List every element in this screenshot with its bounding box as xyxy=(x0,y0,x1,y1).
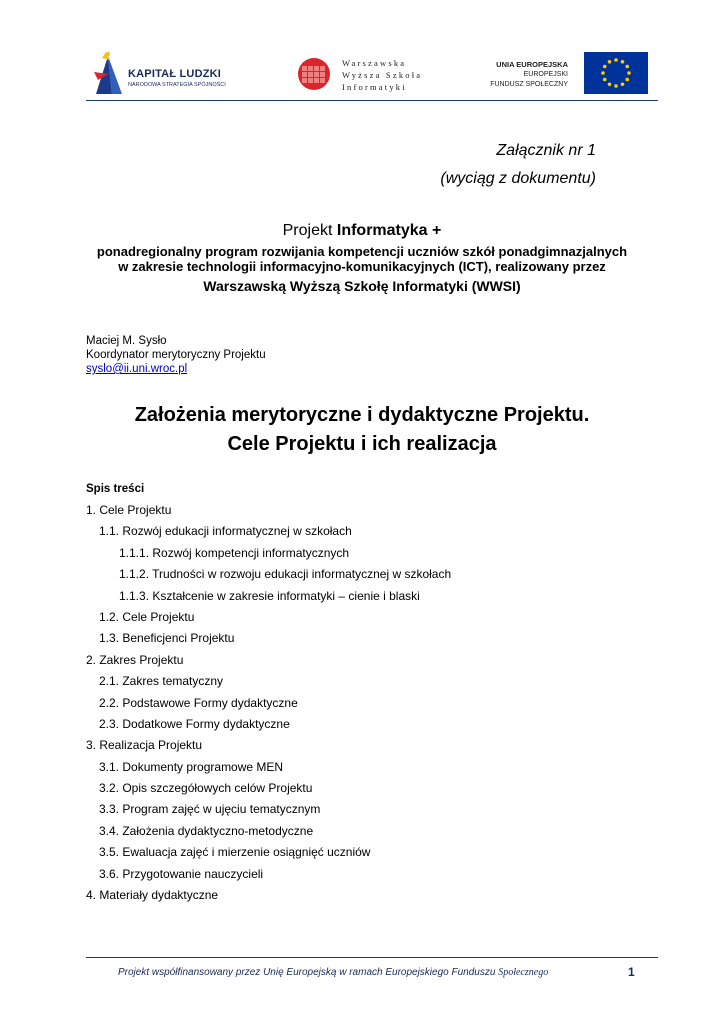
author-email-link[interactable]: syslo@ii.uni.wroc.pl xyxy=(86,363,188,375)
eu-logo xyxy=(482,52,658,96)
author-block xyxy=(86,334,266,376)
eu-star-icon xyxy=(601,71,605,75)
footer-funding-text-end: Społecznego xyxy=(498,967,549,978)
annex-note: (wyciąg z dokumentu) xyxy=(440,170,596,187)
kapital-ludzki-title: KAPITAŁ LUDZKI xyxy=(128,68,222,80)
wwsi-line-1: Warszawska xyxy=(342,58,407,68)
toc-item: 1.1. Rozwój edukacji informatycznej w szkołach xyxy=(99,524,352,539)
wwsi-line-3: Informatyki xyxy=(342,82,407,92)
eu-flag-icon xyxy=(584,52,648,94)
document-title-line-1: Założenia merytoryczne i dydaktyczne Projektu. xyxy=(134,404,590,426)
eu-star-icon xyxy=(625,65,629,69)
kapital-ludzki-logo xyxy=(92,50,232,94)
eu-star-icon xyxy=(608,82,612,86)
project-prefix: Projekt xyxy=(282,222,337,239)
project-subtitle-line-2: w zakresie technologii informacyjno-komunikacyjnych (ICT), realizowany przez xyxy=(118,259,606,274)
project-name: Informatyka + xyxy=(336,222,442,239)
wwsi-logo xyxy=(296,54,436,94)
footer-text xyxy=(118,967,548,978)
project-organization: Warszawską Wyższą Szkołę Informatyki (WWSI) xyxy=(203,278,521,294)
document-title-line-2: Cele Projektu i ich realizacja xyxy=(227,433,497,455)
toc-item: 3.4. Założenia dydaktyczno-metodyczne xyxy=(99,823,314,838)
annex-label: Załącznik nr 1 xyxy=(496,142,596,159)
eu-star-icon xyxy=(608,60,612,64)
toc-item: 2. Zakres Projektu xyxy=(86,652,184,667)
kapital-ludzki-star-icon xyxy=(92,50,126,94)
eu-star-icon xyxy=(603,65,607,69)
toc-item: 1.2. Cele Projektu xyxy=(99,609,195,624)
toc-item: 3.1. Dokumenty programowe MEN xyxy=(99,759,284,774)
toc-item: 2.2. Podstawowe Formy dydaktyczne xyxy=(99,695,298,710)
project-subtitle xyxy=(60,244,664,274)
toc-item: 3.3. Program zajęć w ujęciu tematycznym xyxy=(99,802,321,817)
kapital-ludzki-subtitle: NARODOWA STRATEGIA SPÓJNOŚCI xyxy=(128,82,226,88)
footer-rule xyxy=(86,957,658,958)
toc-item: 4. Materiały dydaktyczne xyxy=(86,888,219,903)
author-role: Koordynator merytoryczny Projektu xyxy=(86,349,266,361)
wwsi-line-2: Wyższa Szkoła xyxy=(342,70,423,80)
eu-star-icon xyxy=(614,84,618,88)
toc-item: 2.3. Dodatkowe Formy dydaktyczne xyxy=(99,716,290,731)
eu-star-icon xyxy=(603,78,607,82)
eu-line-3: FUNDUSZ SPOŁECZNY xyxy=(490,81,568,88)
page-header xyxy=(86,48,658,101)
toc-item: 1.1.1. Rozwój kompetencji informatycznych xyxy=(119,545,350,560)
toc-item: 1.3. Beneficjenci Projektu xyxy=(99,631,235,646)
eu-star-icon xyxy=(621,60,625,64)
toc-item: 2.1. Zakres tematyczny xyxy=(99,674,224,689)
toc-heading: Spis treści xyxy=(86,483,145,495)
eu-line-1: UNIA EUROPEJSKA xyxy=(496,60,568,69)
footer-funding-text: Projekt współfinansowany przez Unię Europejską w ramach Europejskiego Funduszu xyxy=(118,967,499,978)
toc-item: 3.6. Przygotowanie nauczycieli xyxy=(99,866,264,881)
project-subtitle-line-1: ponadregionalny program rozwijania kompetencji uczniów szkół ponadgimnazjalnych xyxy=(96,244,628,259)
page-number: 1 xyxy=(628,965,635,979)
eu-star-icon xyxy=(625,78,629,82)
toc-item: 1.1.2. Trudności w rozwoju edukacji informatycznej w szkołach xyxy=(119,567,452,582)
toc-item: 3.5. Ewaluacja zajęć i mierzenie osiągnięć uczniów xyxy=(99,845,371,860)
project-title xyxy=(0,222,724,240)
document-title xyxy=(0,401,724,459)
toc-item: 1.1.3. Kształcenie w zakresie informatyki – cienie i blaski xyxy=(119,588,420,603)
toc-item: 1. Cele Projektu xyxy=(86,503,172,517)
wwsi-emblem-icon xyxy=(296,56,332,92)
eu-line-2: EUROPEJSKI xyxy=(523,71,568,78)
toc-item: 3.2. Opis szczegółowych celów Projektu xyxy=(99,781,313,796)
eu-star-icon xyxy=(621,82,625,86)
eu-star-icon xyxy=(614,58,618,62)
toc-item: 3. Realizacja Projektu xyxy=(86,738,203,753)
eu-star-icon xyxy=(627,71,631,75)
author-name: Maciej M. Sysło xyxy=(86,335,167,347)
toc-list xyxy=(86,502,451,908)
